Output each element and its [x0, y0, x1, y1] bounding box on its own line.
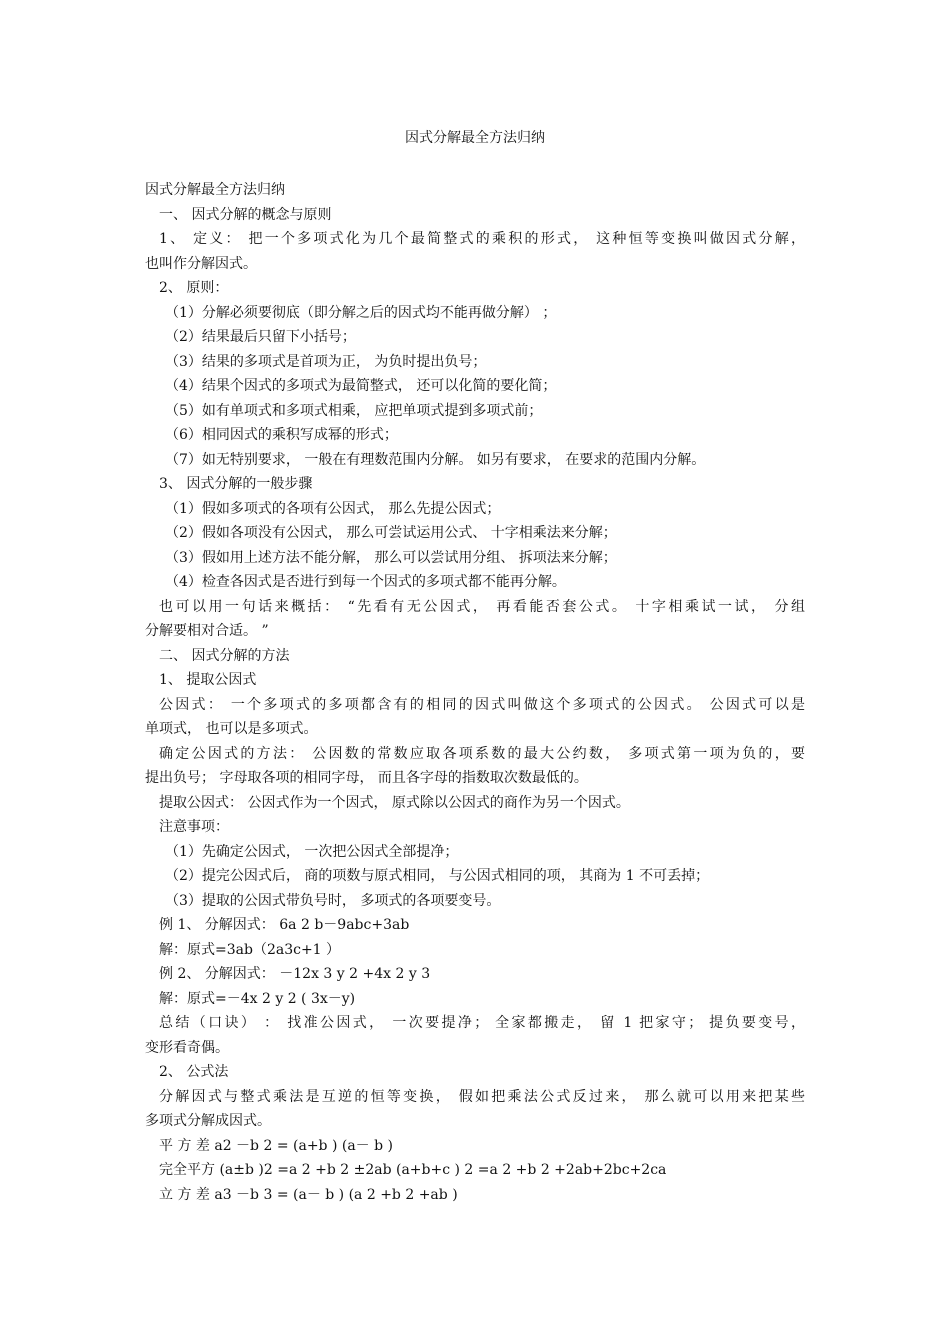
paragraph-line: 公因式： 一个多项式的多项都含有的相同的因式叫做这个多项式的公因式。 公因式可以是 — [159, 696, 805, 713]
paragraph-line: 变形看奇偶。 — [145, 1039, 229, 1056]
paragraph-line: 分解要相对合适。 ” — [145, 623, 269, 639]
list-item: （2）结果最后只留下小括号； — [165, 329, 356, 345]
paragraph-line: 提取公因式： 公因式作为一个因式， 原式除以公因式的商作为另一个因式。 — [159, 794, 630, 811]
list-item: （4）检查各因式是否进行到每一个因式的多项式都不能再分解。 — [165, 574, 566, 590]
document-body — [145, 178, 805, 1207]
paragraph-line: 确定公因式的方法： 公因数的常数应取各项系数的最大公约数， 多项式第一项为负的，要 — [159, 745, 805, 762]
paragraph-line: 也叫作分解因式。 — [145, 255, 257, 272]
example-line: 例 2、 分解因式： －12x 3 y 2 +4x 2 y 3 — [159, 966, 431, 982]
formula-line: 平 方 差 a2 －b 2 = (a+b ) (a－ b ) — [159, 1137, 394, 1154]
subsection-heading: 2、 原则： — [159, 280, 229, 296]
list-item: （1）分解必须要彻底（即分解之后的因式均不能再做分解） ； — [165, 304, 557, 321]
paragraph-line: 分解因式与整式乘法是互逆的恒等变换， 假如把乘法公式反过来， 那么就可以用来把某些 — [159, 1088, 805, 1105]
list-item: （3）结果的多项式是首项为正， 为负时提出负号； — [165, 353, 487, 370]
list-item: （2）提完公因式后， 商的项数与原式相同， 与公因式相同的项， 其商为 1 不可丢掉； — [165, 868, 710, 884]
subsection-heading: 1、 提取公因式 — [159, 672, 257, 688]
paragraph-line: 总结（口诀） ： 找准公因式， 一次要提净； 全家都搬走， 留 1 把家守； 提负要变号， — [159, 1015, 805, 1031]
list-item: （7）如无特别要求， 一般在有理数范围内分解。 如另有要求， 在要求的范围内分解。 — [165, 451, 706, 468]
list-item: （3）提取的公因式带负号时， 多项式的各项要变号。 — [165, 892, 501, 909]
formula-line: 立 方 差 a3 －b 3 = (a－ b ) (a 2 +b 2 +ab ) — [159, 1186, 458, 1203]
list-item: （1）先确定公因式， 一次把公因式全部提净； — [165, 843, 459, 860]
paragraph-line: 1、 定义： 把一个多项式化为几个最简整式的乘积的形式， 这种恒等变换叫做因式分解， — [159, 231, 805, 247]
list-item: （6）相同因式的乘积写成幂的形式； — [165, 427, 398, 443]
section-heading-1: 一、 因式分解的概念与原则 — [159, 206, 332, 223]
list-item: （1）假如多项式的各项有公因式， 那么先提公因式； — [165, 500, 501, 517]
paragraph-line: 单项式， 也可以是多项式。 — [145, 721, 318, 737]
paragraph-line: 也可以用一句话来概括： “先看有无公因式， 再看能否套公式。 十字相乘试一试， 分组 — [159, 598, 805, 615]
paragraph-line: 提出负号； 字母取各项的相同字母， 而且各字母的指数取次数最低的。 — [145, 770, 588, 786]
list-item: （3）假如用上述方法不能分解， 那么可以尝试用分组、 拆项法来分解； — [165, 549, 617, 566]
solution-line: 解：原式=－4x 2 y 2 ( 3x－y) — [159, 990, 356, 1007]
paragraph-line: 多项式分解成因式。 — [145, 1113, 271, 1129]
subsection-heading: 3、 因式分解的一般步骤 — [159, 476, 313, 492]
section-heading-2: 二、 因式分解的方法 — [159, 647, 290, 664]
subsection-heading: 2、 公式法 — [159, 1064, 229, 1080]
document-title: 因式分解最全方法归纳 — [405, 130, 545, 146]
list-item: （4）结果个因式的多项式为最简整式， 还可以化简的要化简； — [165, 378, 557, 394]
list-item: （5）如有单项式和多项式相乘， 应把单项式提到多项式前； — [165, 402, 543, 419]
list-item: （2）假如各项没有公因式， 那么可尝试运用公式、 十字相乘法来分解； — [165, 525, 617, 541]
example-line: 例 1、 分解因式： 6a 2 b－9abc+3ab — [159, 917, 410, 933]
solution-line: 解：原式=3ab（2a3c+1 ） — [159, 941, 341, 958]
body-heading: 因式分解最全方法归纳 — [145, 182, 285, 198]
notes-heading: 注意事项： — [159, 819, 229, 835]
formula-line: 完全平方 (a±b )2 =a 2 +b 2 ±2ab (a+b+c ) 2 =a 2 +b 2 +2ab+2bc+2ca — [159, 1162, 667, 1178]
